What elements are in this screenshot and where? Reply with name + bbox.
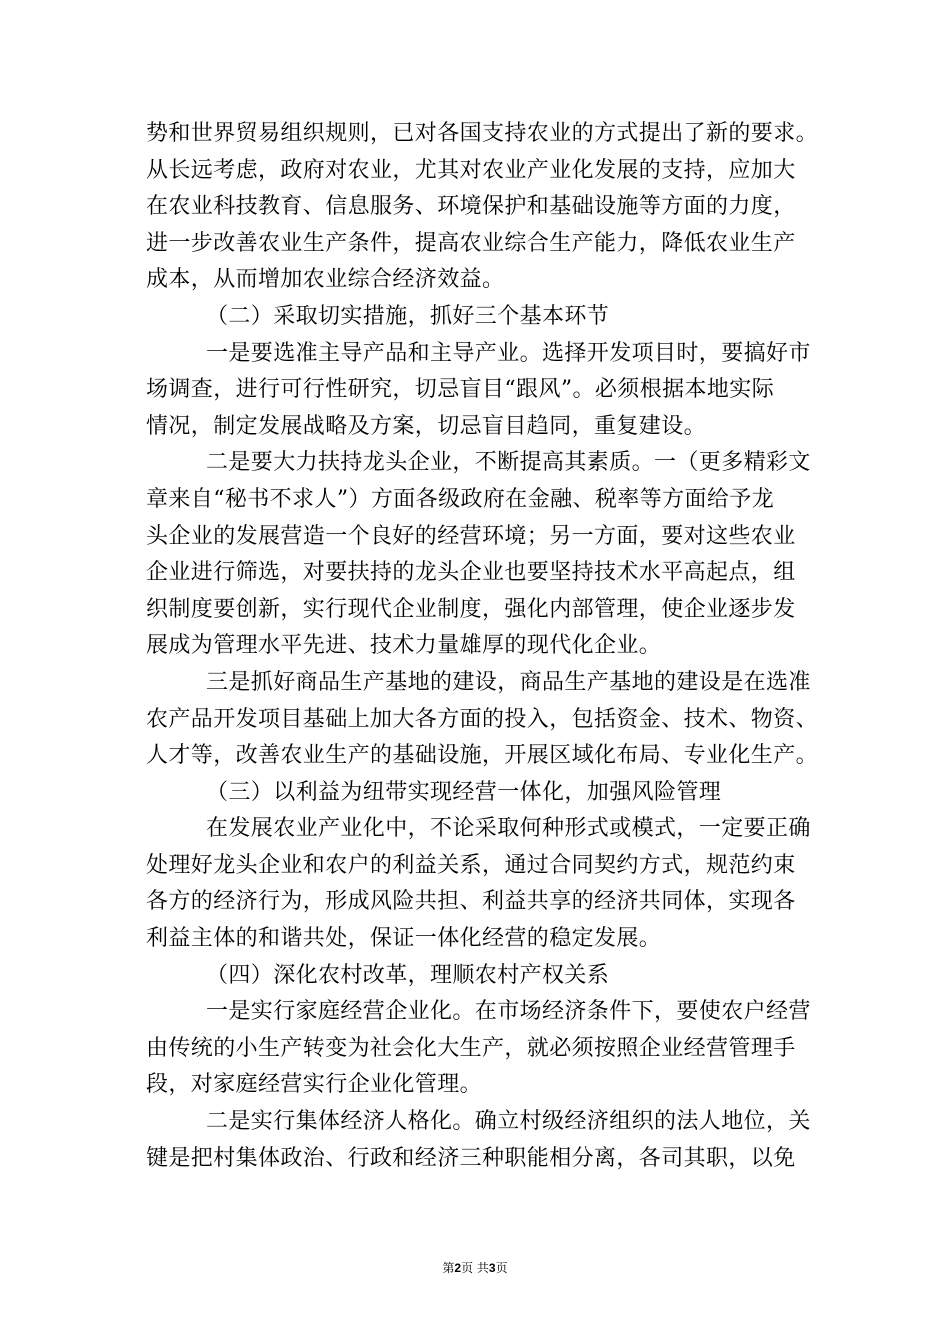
text-line: 场调查，进行可行性研究，切忌盲目“跟风”。必须根据本地实际	[146, 377, 775, 403]
footer-prefix: 第	[442, 1261, 455, 1275]
paragraph-start: 一是要选准主导产品和主导产业。选择开发项目时，要搞好市	[206, 340, 811, 366]
current-page-number: 2	[454, 1261, 462, 1275]
footer-middle: 页 共	[461, 1261, 489, 1275]
section-heading: （三）以利益为纽带实现经营一体化，加强风险管理	[206, 779, 722, 805]
section-heading: （二）采取切实措施，抓好三个基本环节	[206, 303, 610, 329]
paragraph-start: 三是抓好商品生产基地的建设，商品生产基地的建设是在选准	[206, 669, 811, 695]
text-line: 情况，制定发展战略及方案，切忌盲目趋同，重复建设。	[146, 413, 707, 439]
paragraph-start: 在发展农业产业化中，不论采取何种形式或模式，一定要正确	[206, 816, 811, 842]
text-line: 织制度要创新，实行现代企业制度，强化内部管理，使企业逐步发	[146, 596, 796, 622]
text-line: 在农业科技教育、信息服务、环境保护和基础设施等方面的力度，	[146, 194, 796, 220]
text-line: 展成为管理水平先进、技术力量雄厚的现代化企业。	[146, 633, 662, 659]
section-heading: （四）深化农村改革，理顺农村产权关系	[206, 962, 610, 988]
text-line: 头企业的发展营造一个良好的经营环境；另一方面，要对这些农业	[146, 523, 796, 549]
text-line: 段，对家庭经营实行企业化管理。	[146, 1072, 483, 1098]
page-footer	[0, 1260, 950, 1276]
text-line: 由传统的小生产转变为社会化大生产，就必须按照企业经营管理手	[146, 1035, 796, 1061]
text-line: 利益主体的和谐共处，保证一体化经营的稳定发展。	[146, 926, 662, 952]
text-line: 各方的经济行为，形成风险共担、利益共享的经济共同体，实现各	[146, 889, 796, 915]
paragraph-start: 二是要大力扶持龙头企业，不断提高其素质。一（更多精彩文	[206, 450, 811, 476]
text-line: 企业进行筛选，对要扶持的龙头企业也要坚持技术水平高起点，组	[146, 560, 796, 586]
text-line: 从长远考虑，政府对农业，尤其对农业产业化发展的支持，应加大	[146, 157, 796, 183]
text-line: 势和世界贸易组织规则，已对各国支持农业的方式提出了新的要求。	[146, 121, 819, 146]
text-line: 农产品开发项目基础上加大各方面的投入，包括资金、技术、物资、	[146, 706, 819, 732]
text-line: 人才等，改善农业生产的基础设施，开展区域化布局、专业化生产。	[146, 743, 819, 769]
text-line: 成本，从而增加农业综合经济效益。	[146, 267, 505, 293]
footer-suffix: 页	[495, 1261, 508, 1275]
paragraph-start: 一是实行家庭经营企业化。在市场经济条件下，要使农户经营	[206, 999, 811, 1025]
text-line: 章来自“秘书不求人”）方面各级政府在金融、税率等方面给予龙	[146, 486, 775, 512]
paragraph-start: 二是实行集体经济人格化。确立村级经济组织的法人地位，关	[206, 1109, 811, 1135]
text-line: 处理好龙头企业和农户的利益关系，通过合同契约方式，规范约束	[146, 852, 796, 878]
total-pages-number: 3	[488, 1261, 496, 1275]
body-text	[146, 116, 836, 1177]
text-line: 键是把村集体政治、行政和经济三种职能相分离，各司其职，以免	[146, 1145, 796, 1171]
text-line: 进一步改善农业生产条件，提高农业综合生产能力，降低农业生产	[146, 230, 796, 256]
